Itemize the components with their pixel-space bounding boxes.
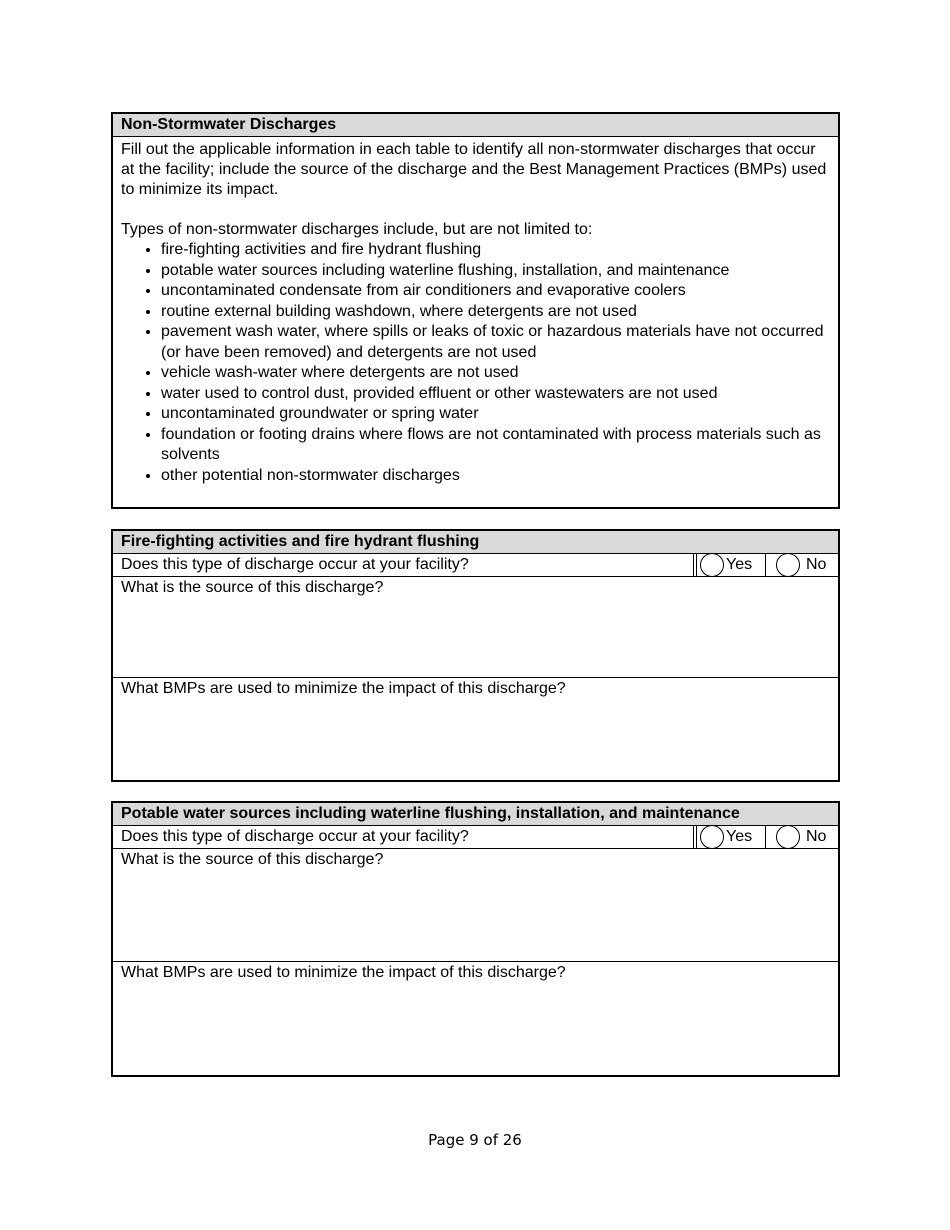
- source-label: What is the source of this discharge?: [121, 851, 384, 868]
- no-option[interactable]: [765, 554, 838, 576]
- page-number: Page 9 of 26: [428, 1131, 522, 1149]
- occurrence-question: Does this type of discharge occur at your facility?: [121, 828, 469, 845]
- bmp-label: What BMPs are used to minimize the impact of this discharge?: [121, 964, 566, 981]
- list-item: • uncontaminated condensate from air conditioners and evaporative coolers: [161, 281, 830, 302]
- no-label: No: [806, 828, 827, 845]
- divider: [696, 554, 697, 576]
- source-field[interactable]: [113, 577, 838, 678]
- table-title: Fire-fighting activities and fire hydrant flushing: [113, 531, 838, 554]
- no-radio[interactable]: [776, 553, 800, 577]
- no-option[interactable]: [765, 826, 838, 848]
- yes-option[interactable]: [693, 554, 765, 576]
- source-label: What is the source of this discharge?: [121, 579, 384, 596]
- intro-section: [111, 112, 840, 509]
- intro-paragraph: Fill out the applicable information in each table to identify all non-stormwater discharges that occur at the facility; include the source of the discharge and the Best Management Practices (BMPs) used to minimize its impact.: [121, 141, 827, 198]
- occurrence-question-row: [113, 826, 838, 849]
- yes-radio[interactable]: [700, 825, 724, 849]
- no-label: No: [806, 556, 827, 573]
- yes-label: Yes: [726, 828, 753, 845]
- potable-water-table: [111, 801, 840, 1077]
- divider: [696, 826, 697, 848]
- intro-body: [113, 137, 838, 486]
- table-title: Potable water sources including waterline flushing, installation, and maintenance: [113, 803, 838, 826]
- list-item: • foundation or footing drains where flows are not contaminated with process materials such as solvents: [161, 425, 830, 466]
- intro-title: Non-Stormwater Discharges: [113, 114, 838, 137]
- list-item: • potable water sources including waterline flushing, installation, and maintenance: [161, 261, 830, 282]
- bmp-field[interactable]: [113, 678, 838, 779]
- list-item: • routine external building washdown, where detergents are not used: [161, 302, 830, 323]
- source-field[interactable]: [113, 849, 838, 962]
- no-radio[interactable]: [776, 825, 800, 849]
- list-item: • uncontaminated groundwater or spring water: [161, 404, 830, 425]
- list-item: • pavement wash water, where spills or leaks of toxic or hazardous materials have not occurred (or have been removed) and detergents are not used: [161, 322, 830, 363]
- list-item: • fire-fighting activities and fire hydrant flushing: [161, 240, 830, 261]
- list-item: • vehicle wash-water where detergents are not used: [161, 363, 830, 384]
- list-item: • other potential non-stormwater discharges: [161, 466, 830, 487]
- discharge-types-list: [121, 240, 830, 486]
- bmp-label: What BMPs are used to minimize the impact of this discharge?: [121, 680, 566, 697]
- occurrence-question-row: [113, 554, 838, 577]
- yes-option[interactable]: [693, 826, 765, 848]
- intro-types-heading: Types of non-stormwater discharges include, but are not limited to:: [121, 221, 593, 238]
- fire-fighting-table: [111, 529, 840, 782]
- occurrence-question: Does this type of discharge occur at your facility?: [121, 556, 469, 573]
- bmp-field[interactable]: [113, 962, 838, 1074]
- yes-radio[interactable]: [700, 553, 724, 577]
- list-item: • water used to control dust, provided effluent or other wastewaters are not used: [161, 384, 830, 405]
- yes-label: Yes: [726, 556, 753, 573]
